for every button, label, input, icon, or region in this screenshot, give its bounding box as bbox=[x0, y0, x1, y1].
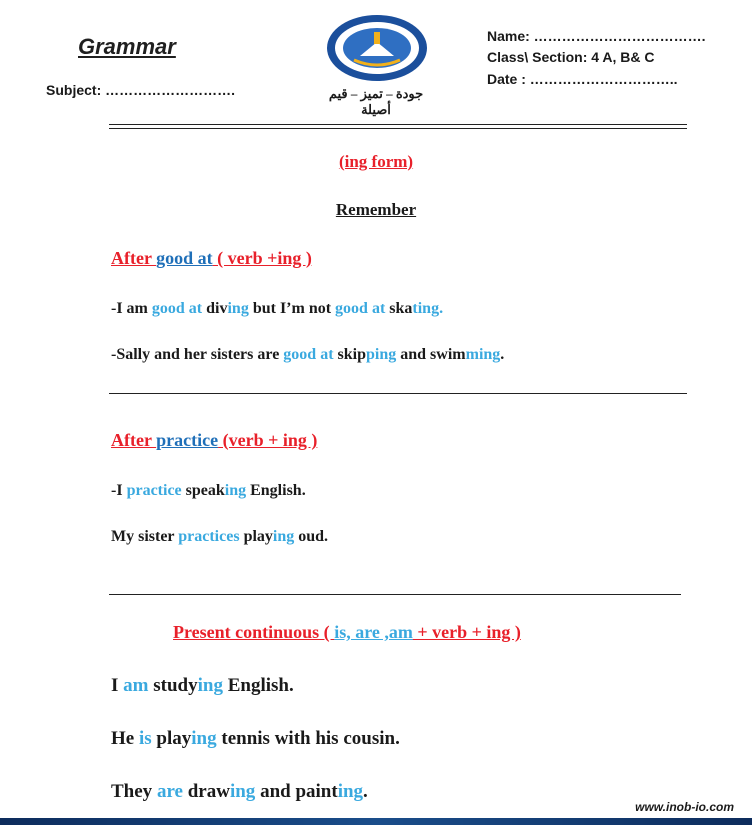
practice-example-2: My sister practices playing oud. bbox=[111, 528, 329, 545]
footer-website: www.inob-io.com bbox=[635, 800, 734, 814]
good-at-heading: After good at ( verb +ing ) bbox=[111, 248, 312, 268]
remember-heading: Remember bbox=[335, 200, 417, 219]
school-logo bbox=[324, 12, 430, 82]
practice-example-1: -I practice speaking English. bbox=[111, 482, 306, 499]
subject-field: Subject: ………………………. bbox=[46, 82, 236, 98]
class-section-field: Class\ Section: 4 A, B& C bbox=[487, 49, 655, 65]
bottom-bar bbox=[0, 818, 752, 825]
header-divider-top bbox=[109, 124, 687, 125]
worksheet-title: Grammar bbox=[78, 34, 176, 59]
present-continuous-example-1: I am studying English. bbox=[111, 675, 294, 696]
good-at-example-1: -I am good at diving but I’m not good at skating. bbox=[111, 300, 444, 317]
practice-heading: After practice (verb + ing ) bbox=[111, 430, 318, 450]
present-continuous-example-3: They are drawing and painting. bbox=[111, 781, 368, 802]
present-continuous-example-2: He is playing tennis with his cousin. bbox=[111, 728, 400, 749]
header-divider-bottom bbox=[109, 128, 687, 129]
topic-title: (ing form) bbox=[338, 152, 414, 171]
good-at-example-2: -Sally and her sisters are good at skipping and swimming. bbox=[111, 346, 505, 363]
section-divider-2 bbox=[109, 594, 681, 595]
present-continuous-heading: Present continuous ( is, are ,am + verb + ing ) bbox=[173, 622, 521, 642]
name-field: Name: ………………………………. bbox=[487, 28, 706, 44]
section-divider-1 bbox=[109, 393, 687, 394]
school-motto: جودة – تميز – قيم أصيلة bbox=[328, 86, 424, 117]
date-field: Date : ………………………….. bbox=[487, 71, 678, 87]
